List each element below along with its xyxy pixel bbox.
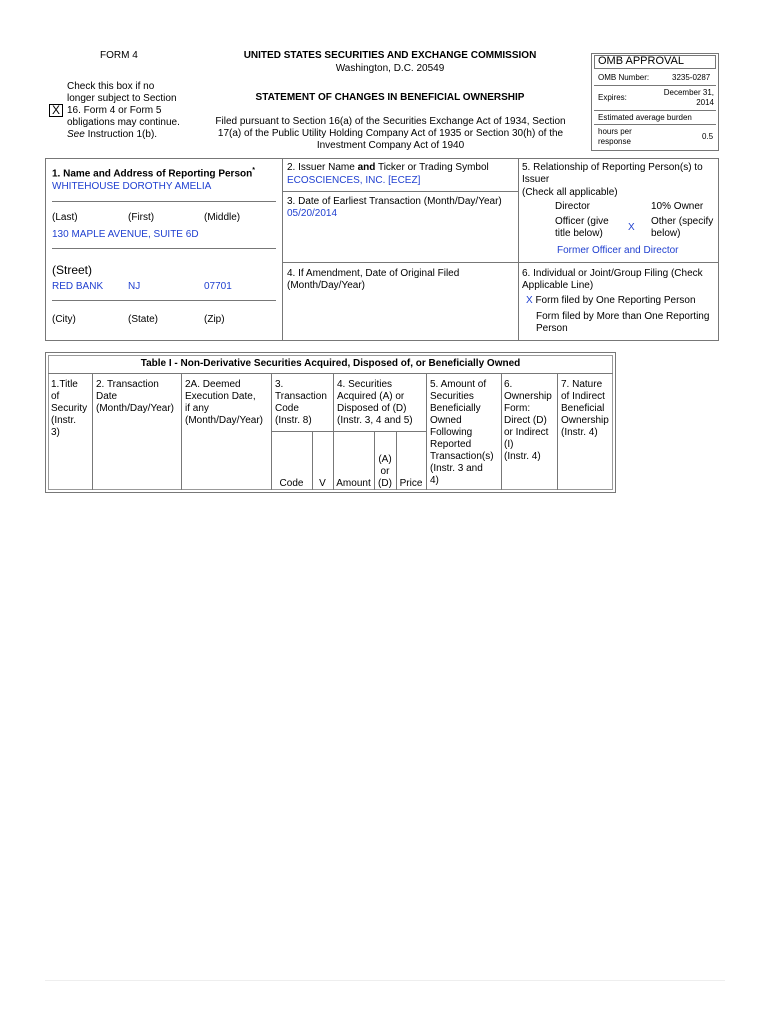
- issuer-label-and: and: [357, 162, 376, 173]
- check-all-applicable: (Check all applicable): [522, 187, 618, 198]
- omb-divider-1: [594, 85, 716, 86]
- omb-expires-label: Expires:: [598, 93, 627, 102]
- t1-col-nature-indirect: 7. Nature of Indirect Beneficial Ownership (Instr. 4): [561, 379, 609, 438]
- reporting-person-zip[interactable]: 07701: [204, 281, 232, 292]
- t1-sub-a-or-d: (A) or (D): [378, 454, 392, 489]
- divider-amendment: [282, 262, 719, 263]
- one-reporting-person-mark: X: [526, 295, 533, 306]
- t1-col-securities-acquired: 4. Securities Acquired (A) or Disposed of (D) (Instr. 3, 4 and 5): [337, 379, 413, 426]
- check-box-text-4: obligations may continue.: [67, 117, 180, 128]
- check-box-text-1: Check this box if no: [67, 81, 155, 92]
- other-option[interactable]: Other (specify below): [651, 216, 714, 239]
- t1-col-transaction-date: 2. Transaction Date (Month/Day/Year): [96, 379, 174, 414]
- t1-col-title-of-security: 1.Title of Security (Instr. 3): [51, 379, 88, 438]
- see-italic: See: [67, 129, 85, 140]
- issuer-label-pre: 2. Issuer Name: [287, 162, 358, 173]
- one-reporting-person-option[interactable]: [526, 295, 696, 306]
- reporting-person-city[interactable]: RED BANK: [52, 281, 104, 292]
- reporting-person-name[interactable]: WHITEHOUSE DOROTHY AMELIA: [52, 181, 212, 192]
- check-box-text-5: [67, 129, 197, 141]
- street-label: (Street): [52, 263, 93, 277]
- form-label: FORM 4: [100, 50, 138, 61]
- t1-col-ownership-form: 6. Ownership Form: Direct (D) or Indirect (I) (Instr. 4): [504, 379, 552, 462]
- reporting-person-address[interactable]: 130 MAPLE AVENUE, SUITE 6D: [52, 229, 199, 240]
- last-label: (Last): [52, 212, 78, 223]
- issuer-label: [287, 162, 489, 173]
- reporting-person-label-text: 1. Name and Address of Reporting Person: [52, 168, 253, 180]
- city-underline: [52, 300, 276, 301]
- divider-issuer-date: [282, 191, 518, 192]
- t1-sub-code: Code: [279, 478, 304, 489]
- middle-label: (Middle): [204, 212, 241, 223]
- table1-title: Table I - Non-Derivative Securities Acquired, Disposed of, or Beneficially Owned: [140, 358, 521, 369]
- t1-col-divider-7: [557, 373, 558, 490]
- omb-title: OMB APPROVAL: [598, 55, 684, 67]
- director-option[interactable]: Director: [555, 201, 591, 212]
- no-longer-subject-checkbox[interactable]: X: [49, 104, 63, 117]
- reporting-person-asterisk: *: [252, 167, 255, 174]
- commission-city: Washington, D.C. 20549: [335, 63, 445, 74]
- t1-col-divider-6: [501, 373, 502, 490]
- officer-option[interactable]: Officer (give title below): [555, 216, 609, 239]
- more-reporting-persons-option[interactable]: Form filed by More than One Reporting Person: [536, 311, 710, 334]
- divider-col-2: [518, 158, 519, 341]
- t1-sub-header-divider: [271, 431, 426, 432]
- t1-col-amount-owned: 5. Amount of Securities Beneficially Owned Following Reported Transaction(s) (Instr. 3 and 4): [430, 379, 494, 486]
- table1-title-divider: [48, 373, 613, 374]
- issuer-label-post: Ticker or Trading Symbol: [375, 162, 489, 173]
- address-underline: [52, 248, 276, 249]
- officer-title[interactable]: Former Officer and Director: [557, 245, 679, 256]
- state-label: (State): [128, 314, 159, 325]
- amendment-label: 4. If Amendment, Date of Original Filed (Month/Day/Year): [287, 268, 460, 291]
- statement-title: STATEMENT OF CHANGES IN BENEFICIAL OWNERSHIP: [255, 92, 525, 103]
- relationship-label: 5. Relationship of Reporting Person(s) to Issuer: [522, 162, 703, 185]
- reporting-person-state[interactable]: NJ: [128, 281, 141, 292]
- omb-number-label: OMB Number:: [598, 73, 650, 82]
- omb-divider-3: [594, 124, 716, 125]
- t1-sub-price: Price: [399, 478, 423, 489]
- earliest-transaction-date[interactable]: 05/20/2014: [287, 208, 338, 219]
- commission-title: UNITED STATES SECURITIES AND EXCHANGE COMMISSION: [243, 50, 537, 61]
- name-underline: [52, 201, 276, 202]
- city-label: (City): [52, 314, 76, 325]
- ten-percent-owner-option[interactable]: 10% Owner: [651, 201, 704, 212]
- instruction-ref: Instruction 1(b).: [84, 129, 158, 140]
- t1-col-divider-5: [426, 373, 427, 490]
- issuer-name-ticker[interactable]: ECOSCIENCES, INC. [ECEZ]: [287, 175, 421, 186]
- t1-sub-v: V: [319, 478, 326, 489]
- omb-number-value: 3235-0287: [672, 73, 711, 82]
- omb-hours-label: hours per response: [598, 127, 632, 146]
- divider-col-1: [282, 158, 283, 341]
- t1-col-deemed-execution-date: 2A. Deemed Execution Date, if any (Month/Day/Year): [185, 379, 263, 426]
- check-box-instructions: [67, 81, 197, 141]
- check-box-text-2: longer subject to Section: [67, 93, 177, 104]
- check-box-text-3: 16. Form 4 or Form 5: [67, 105, 162, 116]
- t1-col-divider-1: [92, 373, 93, 490]
- officer-mark[interactable]: X: [628, 222, 635, 233]
- omb-burden-label: Estimated average burden: [598, 113, 692, 122]
- t1-col-divider-2: [181, 373, 182, 490]
- t1-sub-amount: Amount: [336, 478, 371, 489]
- omb-expires-value: December 31, 2014: [663, 88, 714, 107]
- first-label: (First): [128, 212, 155, 223]
- zip-label: (Zip): [204, 314, 225, 325]
- omb-divider-2: [594, 110, 716, 111]
- filing-label: 6. Individual or Joint/Group Filing (Check Applicable Line): [522, 268, 703, 291]
- reporting-person-label: [52, 167, 255, 179]
- page-bottom-rule: [45, 980, 725, 981]
- earliest-transaction-label: 3. Date of Earliest Transaction (Month/Day/Year): [287, 196, 502, 207]
- omb-hours-value: 0.5: [702, 132, 714, 141]
- one-reporting-person-text: Form filed by One Reporting Person: [535, 295, 696, 306]
- t1-col-transaction-code: 3. Transaction Code (Instr. 8): [275, 379, 327, 426]
- filed-pursuant-text: Filed pursuant to Section 16(a) of the Securities Exchange Act of 1934, Section 17(a) of the Public Utility Holding Company Act of 1935 or Section 30(h) of the Investment Company Act of 1940: [215, 116, 566, 151]
